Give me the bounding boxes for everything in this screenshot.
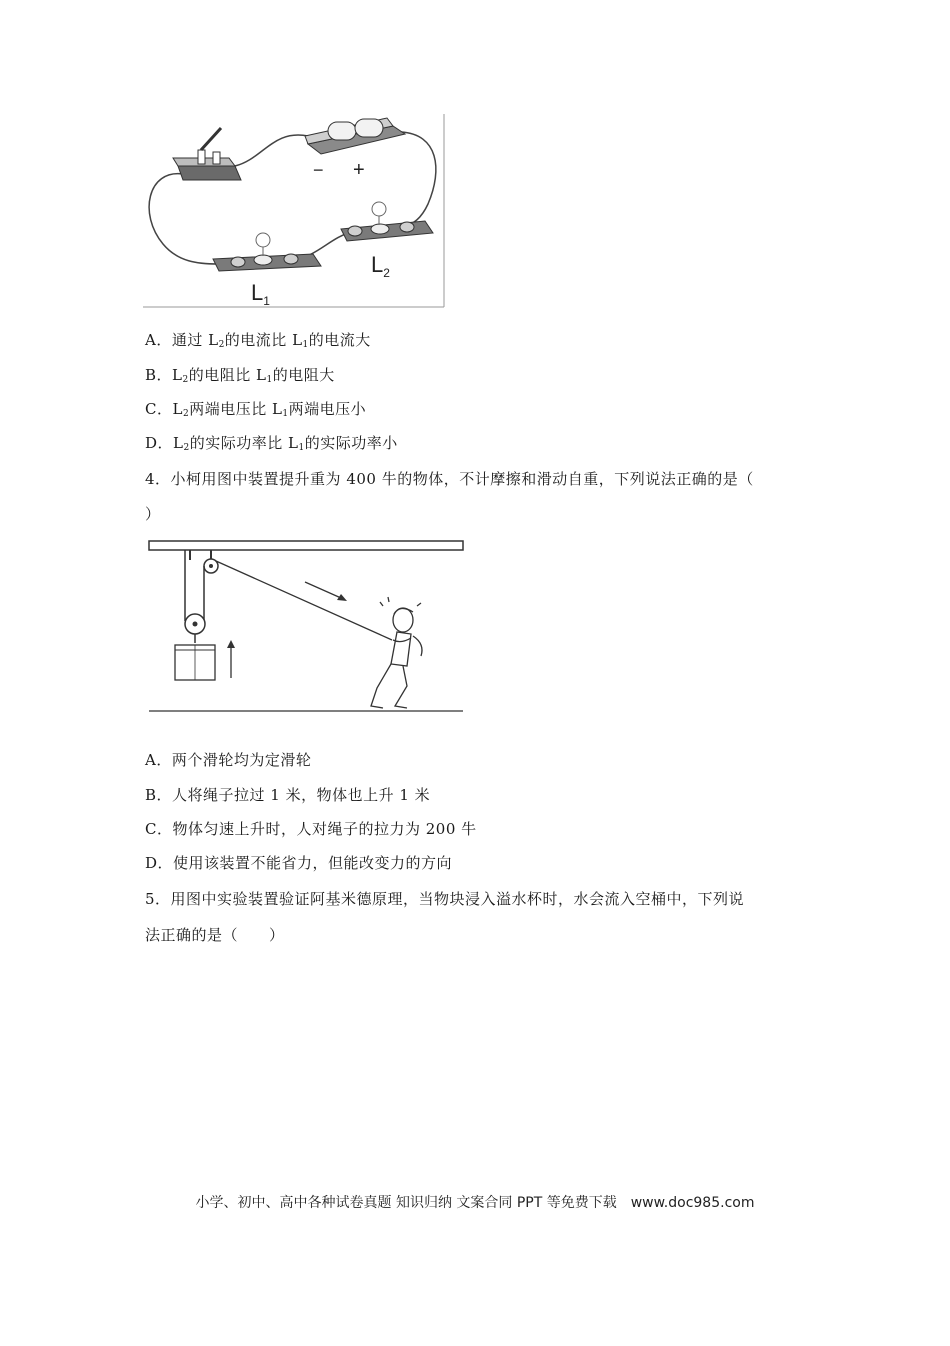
direction-arrow: [305, 582, 341, 598]
q4-option-b: B．人将绳子拉过 1 米，物体也上升 1 米: [145, 786, 431, 804]
battery-component: [305, 118, 405, 154]
q3-option-d: D．$L_2$的实际功率比 $L_1$的实际功率小: [145, 434, 398, 453]
q3-option-b: B．$L_2$的电阻比 $L_1$的电阻大: [145, 366, 335, 385]
battery-minus-label: −: [313, 160, 324, 180]
q4-option-d: D．使用该装置不能省力，但能改变力的方向: [145, 854, 453, 872]
page-footer: 小学、初中、高中各种试卷真题 知识归纳 文案合同 PPT 等免费下载 www.doc985.com: [195, 1195, 755, 1211]
wire-switch-to-l1: [149, 174, 218, 264]
switch-component: [173, 128, 241, 180]
q4-stem-line2: ）: [145, 505, 161, 523]
wire-battery-to-l2: [401, 132, 436, 226]
battery-plus-label: +: [353, 159, 365, 181]
bulb-l1-component: [213, 233, 321, 271]
bulb-l2-component: [341, 202, 433, 241]
q4-stem-line1: 4．小柯用图中装置提升重为 400 牛的物体，不计摩擦和滑动自重，下列说法正确的是（: [145, 470, 754, 488]
q5-stem-line2: 法正确的是（ ）: [145, 926, 285, 944]
pulley-figure: [145, 536, 467, 718]
q4-option-c: C．物体匀速上升时，人对绳子的拉力为 200 牛: [145, 820, 477, 838]
rope-to-person: [216, 561, 392, 640]
l2-label: $L_2$: [371, 252, 390, 280]
person-pulling: [371, 597, 422, 708]
l1-label: $L_1$: [251, 280, 270, 308]
ceiling-beam: [149, 541, 463, 550]
q3-option-a: A．通过 $L_2$的电流比 $L_1$的电流大: [145, 331, 371, 350]
q3-option-c: C．$L_2$两端电压比 $L_1$两端电压小: [145, 400, 367, 419]
q5-stem-line1: 5．用图中实验装置验证阿基米德原理，当物块浸入溢水杯时，水会流入空桶中，下列说: [145, 890, 745, 908]
q4-option-a: A．两个滑轮均为定滑轮: [145, 751, 312, 769]
circuit-figure: [143, 114, 445, 308]
